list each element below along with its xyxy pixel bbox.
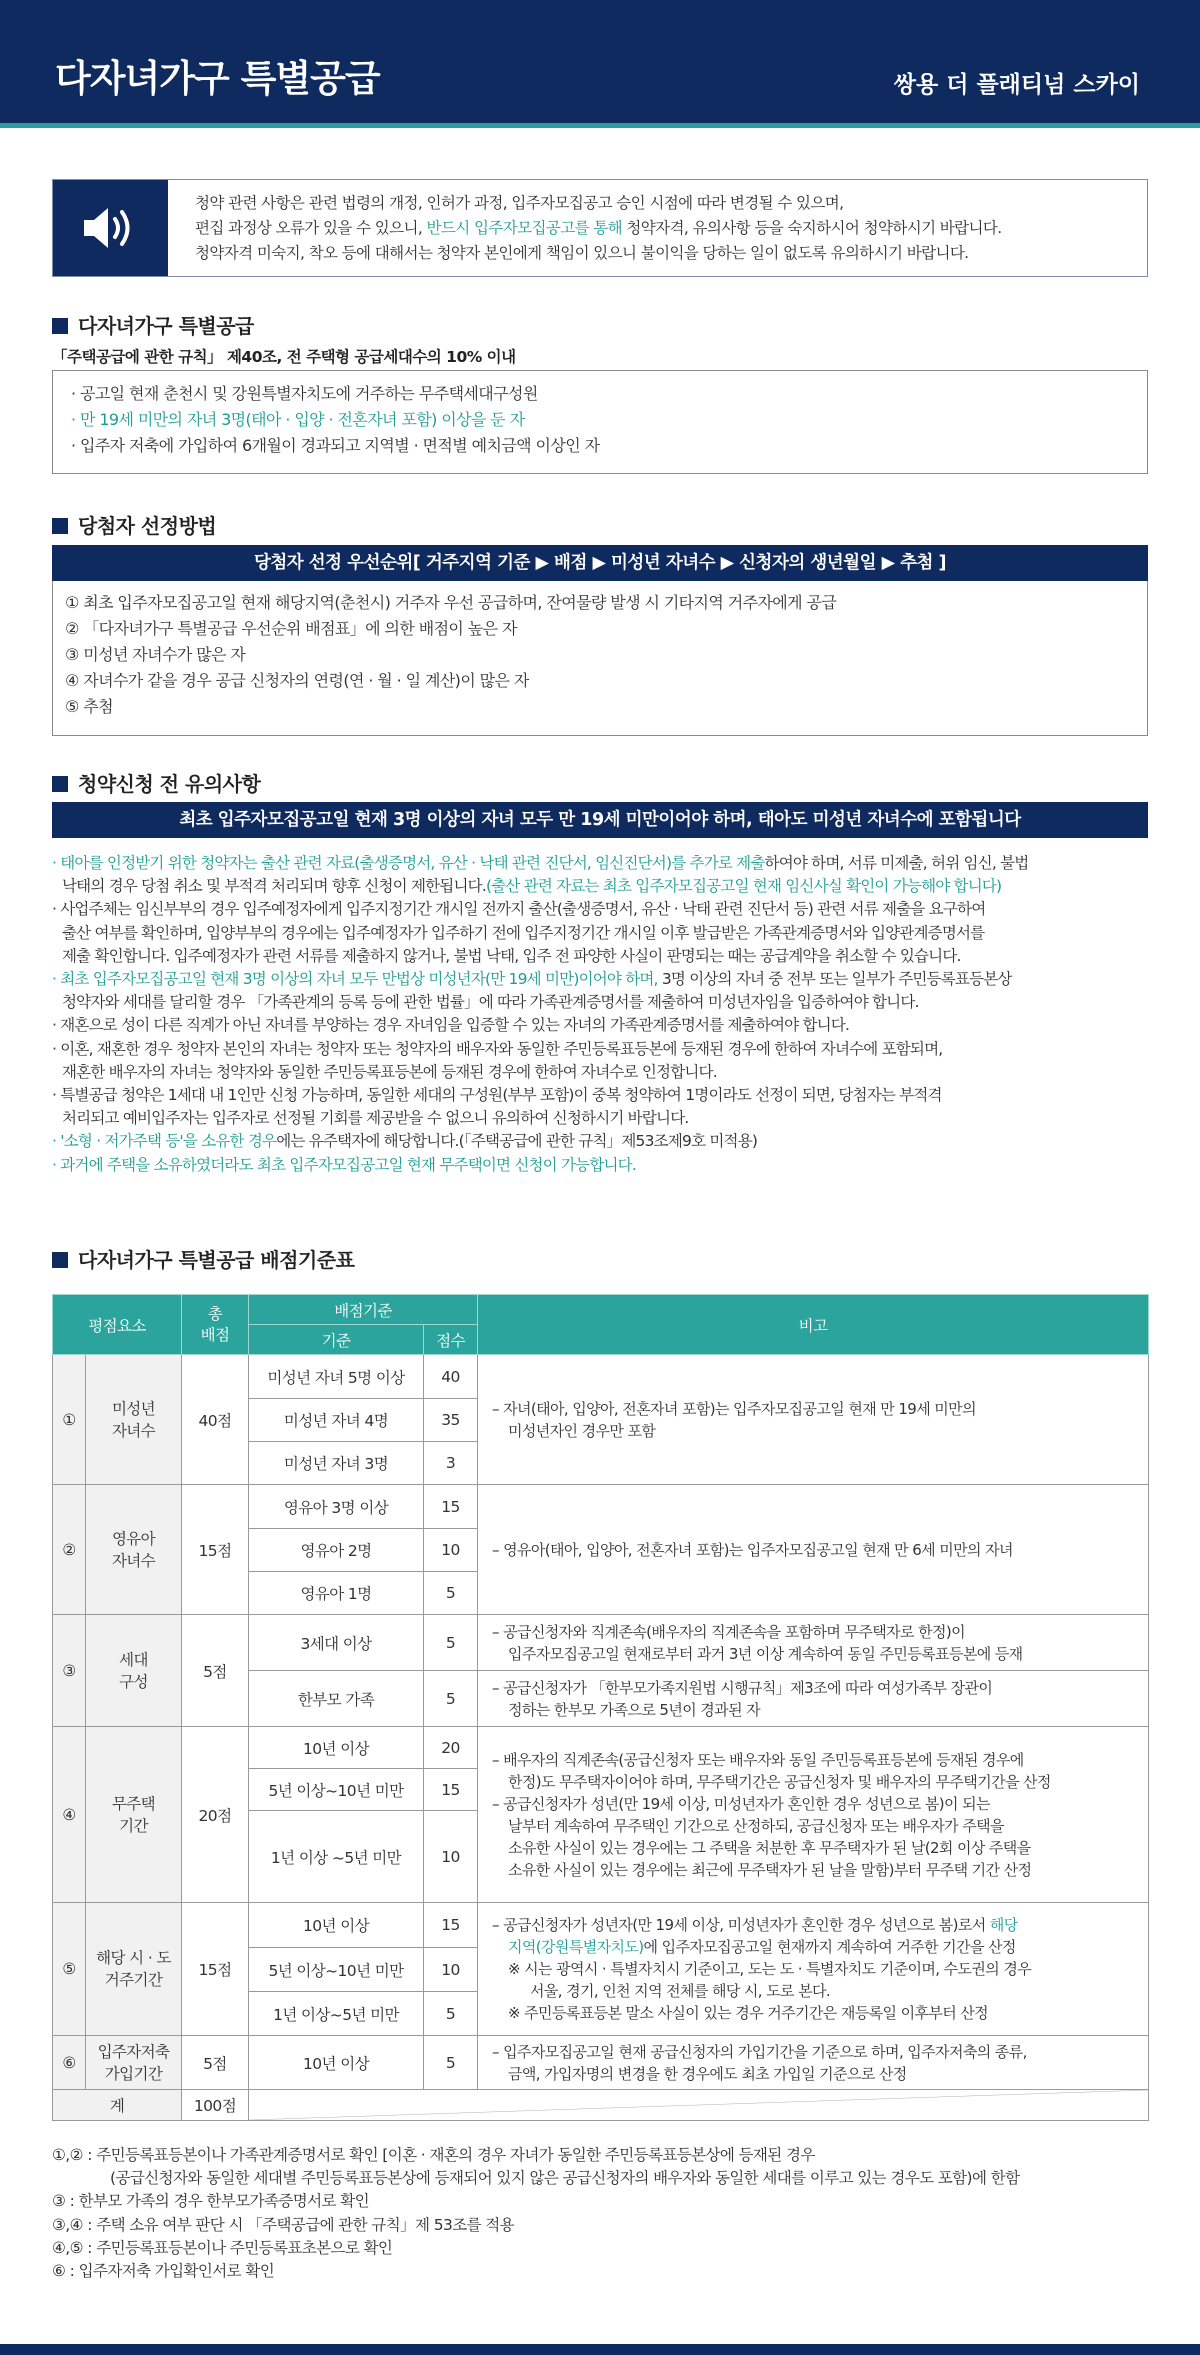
- header-total: 총 배점: [182, 1295, 249, 1355]
- eligibility-item: · 입주자 저축에 가입하여 6개월이 경과되고 지역별 · 면적별 예치금액 이상인 자: [71, 436, 600, 455]
- diagonal-line: [249, 2090, 1148, 2120]
- precaution-line: · 이혼, 재혼한 경우 청약자 본인의 자녀는 청약자 또는 청약자의 배우자와 동일한 주민등록표등본에 등재된 경우에 한하여 자녀수에 포함되며,: [52, 1039, 943, 1058]
- table-row: ④ 무주택 기간 20점 10년 이상 20 – 배우자의 직계존속(공급신청자 또는 배우자와 동일 주민등록표등본에 등재된 경우에 한정)도 무주택자이어야 하며, 무주택기간은 공급신청자 및 배우자의 무주택기간을 산정 – 공급신청자가 성년(만 19세 이상, 미성년자가 혼인한 경우 성년으로 봄)이 되는 날부터 계속하여 무주택인 기간으로 산정하되, 공급신청자 또는 배우자가 주택을 소유한 사실이 있는 경우에는 그 주택을 처분한 후 무주택자가 된 날(2회 이상 주택을 소유한 사실이 있는 경우에는 최근에 무주택자가 된 날을 말함)부터 무주택 기간 산정: [53, 1727, 1149, 1769]
- header-score: 점수: [424, 1325, 478, 1355]
- precaution-line: 제출 확인합니다. 입주예정자가 관련 서류를 제출하지 않거나, 불법 낙태, 입주 전 파양한 사실이 판명되는 때는 공급계약을 취소할 수 있습니다.: [62, 946, 961, 965]
- footnote: ③ : 한부모 가족의 경우 한부모가족증명서로 확인: [52, 2192, 369, 2211]
- table-row: 미성년 자녀 3명 3: [53, 1442, 1149, 1485]
- precaution-line: · 과거에 주택을 소유하였더라도 최초 입주자모집공고일 현재 무주택이면 신청이 가능합니다.: [52, 1155, 636, 1174]
- page-header: [0, 0, 1200, 128]
- section-title-selection: 당첨자 선정방법: [52, 510, 216, 539]
- precaution-line: 재혼한 배우자의 자녀는 청약자와 동일한 주민등록표등본에 등재된 경우에 한하여 자녀수로 인정합니다.: [62, 1062, 717, 1081]
- table-row: ② 영유아 자녀수 15점 영유아 3명 이상 15 – 영유아(태아, 입양아, 전혼자녀 포함)는 입주자모집공고일 현재 만 6세 미만의 자녀: [53, 1485, 1149, 1529]
- eligibility-item: · 만 19세 미만의 자녀 3명(태아 · 입양 · 전혼자녀 포함) 이상을 둔 자: [71, 410, 525, 429]
- notice-line-1: 청약 관련 사항은 관련 법령의 개정, 인허가 과정, 입주자모집공고 승인 시점에 따라 변경될 수 있으며,: [195, 194, 844, 212]
- notice-line-3: 청약자격 미숙지, 착오 등에 대해서는 청약자 본인에게 책임이 있으니 불이익을 당하는 일이 없도록 유의하시기 바랍니다.: [195, 244, 969, 262]
- speaker-icon: [82, 206, 140, 250]
- table-row: 영유아 1명 5: [53, 1572, 1149, 1615]
- selection-priority-bar: 당첨자 선정 우선순위[ 거주지역 기준 ▶ 배점 ▶ 미성년 자녀수 ▶ 신청자의 생년월일 ▶ 추첨 ]: [52, 545, 1148, 581]
- selection-item: ⑤ 추첨: [65, 697, 113, 716]
- speaker-icon-box: [53, 180, 168, 276]
- table-row: 5년 이상~10년 미만 10: [53, 1948, 1149, 1992]
- eligibility-box: [52, 370, 1148, 474]
- precautions-bar: 최초 입주자모집공고일 현재 3명 이상의 자녀 모두 만 19세 미만이어야 하며, 태아도 미성년 자녀수에 포함됩니다: [52, 802, 1148, 838]
- footnote: ①,② : 주민등록표등본이나 가족관계증명서로 확인 [이혼 · 재혼의 경우 자녀가 동일한 주민등록표등본상에 등재된 경우: [52, 2146, 815, 2164]
- selection-item: ④ 자녀수가 같을 경우 공급 신청자의 연령(연 · 월 · 일 계산)이 많은 자: [65, 671, 529, 690]
- selection-item: ① 최초 입주자모집공고일 현재 해당지역(춘천시) 거주자 우선 공급하며, 잔여물량 발생 시 기타지역 거주자에게 공급: [65, 593, 837, 612]
- header-standard: 기준: [249, 1325, 424, 1355]
- precaution-line: · '소형 · 저가주택 등'을 소유한 경우에는 유주택자에 해당합니다.(「주택공급에 관한 규칙」제53조제9호 미적용): [52, 1132, 758, 1151]
- table-row: 1년 이상 ~5년 미만 10: [53, 1811, 1149, 1903]
- footnote: ④,⑤ : 주민등록표등본이나 주민등록표초본으로 확인: [52, 2238, 393, 2257]
- precautions-list: [52, 852, 1162, 1177]
- table-row: ① 미성년 자녀수 40점 미성년 자녀 5명 이상 40 – 자녀(태아, 입양아, 전혼자녀 포함)는 입주자모집공고일 현재 만 19세 미만의 미성년자인 경우만 포함: [53, 1355, 1149, 1399]
- header-criteria: 배점기준: [249, 1295, 478, 1325]
- page-title: 다자녀가구 특별공급: [55, 57, 380, 100]
- table-row: ⑤ 해당 시 · 도 거주기간 15점 10년 이상 15 – 공급신청자가 성년자(만 19세 이상, 미성년자가 혼인한 경우 성년으로 봄)로서 해당 지역(강원특별자치도)에 입주자모집공고일 현재까지 계속하여 거주한 기간을 산정 ※ 시는 광역시 · 특별자치시 기준이고, 도는 도 · 특별자치도 기준이며, 수도권의 경우 서울, 경기, 인천 지역 전체를 해당 시, 도로 본다. ※ 주민등록표등본 말소 사실이 있는 경우 거주기간은 재등록일 이후부터 산정: [53, 1903, 1149, 1948]
- precaution-line: 처리되고 예비입주자는 입주자로 선정될 기회를 제공받을 수 없으니 유의하여 신청하시기 바랍니다.: [62, 1109, 689, 1128]
- precaution-line: 낙태의 경우 당첨 취소 및 부적격 처리되며 향후 신청이 제한됩니다.(출산 관련 자료는 최초 입주자모집공고일 현재 임신사실 확인이 가능해야 합니다): [62, 877, 1002, 896]
- footnotes: [52, 2144, 1019, 2283]
- table-row: ⑥ 입주자저축 가입기간 5점 10년 이상 5 – 입주자모집공고일 현재 공급신청자의 가입기간을 기준으로 하며, 입주자저축의 종류, 금액, 가입자명의 변경을 한 경우에도 최초 가입일 기준으로 산정: [53, 2036, 1149, 2090]
- selection-item: ③ 미성년 자녀수가 많은 자: [65, 645, 246, 664]
- selection-item: ② 「다자녀가구 특별공급 우선순위 배점표」에 의한 배점이 높은 자: [65, 619, 517, 638]
- precaution-line: · 사업주체는 임신부부의 경우 입주예정자에게 입주지정기간 개시일 전까지 출산(출생증명서, 유산 · 낙태 관련 진단서 등) 관련 서류 제출을 요구하여: [52, 900, 986, 919]
- section-title-score-table: 다자녀가구 특별공급 배점기준표: [52, 1244, 354, 1273]
- table-row: ③ 세대 구성 5점 3세대 이상 5 – 공급신청자와 직계존속(배우자의 직계존속을 포함하며 무주택자로 한정)이 입주자모집공고일 현재로부터 과거 3년 이상 계속하여 동일 주민등록표등본에 등재: [53, 1615, 1149, 1671]
- table-header-row: [53, 1295, 1149, 1325]
- table-row: 영유아 2명 10: [53, 1529, 1149, 1572]
- eligibility-regulation: 「주택공급에 관한 규칙」 제40조, 전 주택형 공급세대수의 10% 이내: [52, 348, 516, 366]
- precaution-line: · 특별공급 청약은 1세대 내 1인만 신청 가능하며, 동일한 세대의 구성원(부부 포함)이 중복 청약하여 1명이라도 선정이 되면, 당첨자는 부적격: [52, 1086, 942, 1105]
- footnote: ③,④ : 주택 소유 여부 판단 시 「주택공급에 관한 규칙」제 53조를 적용: [52, 2215, 515, 2234]
- section-title-eligibility: 다자녀가구 특별공급: [52, 310, 254, 339]
- notice-line-2: 편집 과정상 오류가 있을 수 있으니, 반드시 입주자모집공고를 통해 청약자격, 유의사항 등을 숙지하시어 청약하시기 바랍니다.: [195, 219, 1002, 237]
- score-table: [52, 1294, 1149, 2121]
- table-sum-row: 계 100점: [53, 2090, 1149, 2121]
- table-row: 미성년 자녀 4명 35: [53, 1399, 1149, 1442]
- precaution-line: 출산 여부를 확인하며, 입양부부의 경우에는 입주예정자가 입주하기 전에 입주지정기간 개시일 이후 발급받은 가족관계증명서와 입양관계증명서를: [62, 923, 985, 942]
- eligibility-item: · 공고일 현재 춘천시 및 강원특별자치도에 거주하는 무주택세대구성원: [71, 384, 538, 403]
- notice-box: [52, 179, 1148, 277]
- precaution-line: · 재혼으로 성이 다른 직계가 아닌 자녀를 부양하는 경우 자녀임을 입증할 수 있는 자녀의 가족관계증명서를 제출하여야 합니다.: [52, 1016, 850, 1035]
- precaution-line: · 최초 입주자모집공고일 현재 3명 이상의 자녀 모두 만법상 미성년자(만 19세 미만)이어야 하며, 3명 이상의 자녀 중 전부 또는 일부가 주민등록표등본상: [52, 970, 1012, 989]
- footnote: (공급신청자와 동일한 세대별 주민등록표등본상에 등재되어 있지 않은 공급신청자의 배우자와 동일한 세대를 이루고 있는 경우도 포함)에 한함: [110, 2169, 1020, 2188]
- header-note: 비고: [478, 1295, 1149, 1355]
- footnote: ⑥ : 입주자저축 가입확인서로 확인: [52, 2262, 275, 2281]
- sum-empty-cell: [249, 2090, 1149, 2121]
- bottom-bar: [0, 2344, 1200, 2355]
- precaution-line: · 태아를 인정받기 위한 청약자는 출산 관련 자료(출생증명서, 유산 · 낙태 관련 진단서, 임신진단서)를 추가로 제출하여야 하며, 서류 미제출, 허위 임신, 불법: [52, 854, 1029, 872]
- selection-box: [52, 581, 1148, 736]
- precaution-line: 청약자와 세대를 달리할 경우 「가족관계의 등록 등에 관한 법률」에 따라 가족관계증명서를 제출하여 미성년자임을 입증하여야 합니다.: [62, 993, 919, 1012]
- section-title-precautions: 청약신청 전 유의사항: [52, 768, 260, 797]
- table-row: 1년 이상~5년 미만 5: [53, 1992, 1149, 2036]
- table-row: 5년 이상~10년 미만 15: [53, 1769, 1149, 1811]
- complex-name: 쌍용 더 플래티넘 스카이: [893, 72, 1140, 98]
- header-factor: 평점요소: [53, 1295, 182, 1355]
- table-row: 한부모 가족 5 – 공급신청자가 「한부모가족지원법 시행규칙」제3조에 따라 여성가족부 장관이 정하는 한부모 가족으로 5년이 경과된 자: [53, 1671, 1149, 1727]
